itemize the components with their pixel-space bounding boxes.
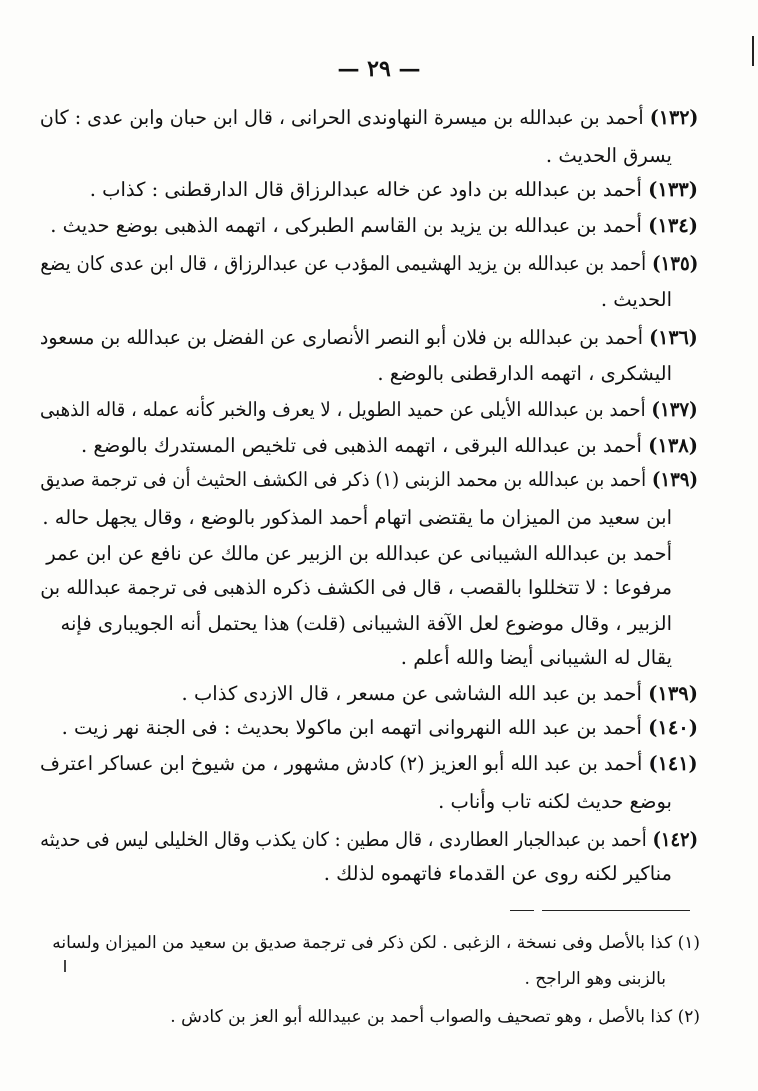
entry-line: [40, 250, 698, 278]
entry-number: (١٣٢): [649, 106, 698, 129]
entry-text: أحمد بن عبدالله بن يزيد بن القاسم الطبركى ، اتهمه الذهبى بوضع حديث .: [50, 214, 642, 237]
entry-number: (١٣٨): [648, 434, 698, 457]
entry-continuation: بوضع حديث لكنه تاب وأناب .: [438, 790, 672, 813]
entry-text: أحمد بن عبدالله بن فلان أبو النصر الأنصارى عن الفضل بن عبدالله بن مسعود: [40, 326, 644, 349]
entry-continuation: الحديث .: [600, 288, 672, 311]
entry-number: (١٣٦): [649, 326, 698, 349]
entry-line: [81, 432, 698, 460]
entry-line: [39, 104, 698, 132]
entry-line: [40, 396, 698, 424]
entry-continuation: مناكير لكنه روى عن القدماء فاتهموه لذلك .: [323, 862, 672, 885]
entry-number: (١٣٩): [651, 468, 698, 491]
entry-continuation: أحمد بن عبدالله الشيبانى عن عبدالله بن الزبير عن مالك عن نافع عن ابن عمر: [46, 542, 672, 565]
entry-text: أحمد بن عبدالله بن ميسرة النهاوندى الحرانى ، قال ابن حبان وابن عدى : كان: [39, 106, 644, 129]
page-number: — ٢٩ —: [337, 56, 421, 82]
entry-number: (١٣٩): [648, 682, 698, 705]
entry-text: أحمد بن عبد الله النهروانى اتهمه ابن ماكولا بحديث : فى الجنة نهر زيت .: [61, 716, 642, 739]
entry-text: أحمد بن عبد الله الشاشى عن مسعر ، قال الازدى كذاب .: [181, 682, 642, 705]
entry-text: أحمد بن عبدالله البرقى ، اتهمه الذهبى فى تلخيص المستدرك بالوضع .: [81, 434, 642, 457]
footnote-separator: [542, 910, 690, 911]
entry-continuation: مرفوعا : لا تتخللوا بالقصب ، قال فى الكشف ذكره الذهبى فى ترجمة عبدالله بن: [40, 576, 672, 599]
entry-number: (١٤١): [648, 752, 698, 775]
footnote-continuation: بالزبنى وهو الراجح .: [524, 969, 666, 989]
footnote-separator-dash: [510, 910, 534, 911]
entry-text: أحمد بن عبدالله بن يزيد الهشيمى المؤدب عن عبدالرزاق ، قال ابن عدى كان يضع: [39, 252, 646, 275]
entry-text: أحمد بن عبد الله أبو العزيز (٢) كادش مشهور ، من شيوخ ابن عساكر اعترف: [40, 752, 643, 775]
entry-line: [40, 466, 698, 494]
entry-number: (١٣٥): [651, 252, 698, 275]
entry-continuation: الزبير ، وقال موضوع لعل الآفة الشيبانى (قلت) هذا يحتمل أنه الجويبارى فإنه: [60, 612, 672, 635]
entry-line: [62, 714, 698, 742]
entry-line: [40, 324, 698, 352]
entry-number: (١٤٢): [652, 828, 698, 851]
entry-number: (١٣٤): [648, 214, 698, 237]
entry-text: أحمد بن عبدالله الأيلى عن حميد الطويل ، لا يعرف والخبر كأنه عمله ، قاله الذهبى: [40, 398, 646, 421]
entry-number: (١٣٧): [651, 398, 698, 421]
entry-line: [90, 176, 698, 204]
entry-text: أحمد بن عبدالله بن محمد الزبنى (١) ذكر فى الكشف الحثيث أن فى ترجمة صديق: [40, 468, 647, 491]
footnote: (٢) كذا بالأصل ، وهو تصحيف والصواب أحمد بن عبيدالله أبو العز بن كادش .: [170, 1007, 700, 1027]
entry-continuation: ابن سعيد من الميزان ما يقتضى اتهام أحمد المذكور بالوضع ، وقال يجهل حاله .: [42, 506, 672, 529]
entry-line: [40, 750, 698, 778]
entry-text: أحمد بن عبدالله بن داود عن خاله عبدالرزاق قال الدارقطنى : كذاب .: [89, 178, 642, 201]
entry-line: [40, 826, 698, 854]
entry-number: (١٤٠): [648, 716, 698, 739]
entry-continuation: يقال له الشيبانى أيضا والله أعلم .: [400, 646, 672, 669]
entry-line: [182, 680, 698, 708]
entry-continuation: اليشكرى ، اتهمه الدارقطنى بالوضع .: [377, 362, 672, 385]
entry-text: أحمد بن عبدالجبار العطاردى ، قال مطين : كان يكذب وقال الخليلى ليس فى حديثه: [40, 828, 647, 851]
page-speck: [64, 960, 66, 972]
entry-number: (١٣٣): [648, 178, 698, 201]
entry-line: [50, 212, 698, 240]
entry-continuation: يسرق الحديث .: [545, 144, 672, 167]
footnote: (١) كذا بالأصل وفى نسخة ، الزغبى . لكن ذكر فى ترجمة صديق بن سعيد من الميزان ولسانه: [52, 933, 700, 953]
